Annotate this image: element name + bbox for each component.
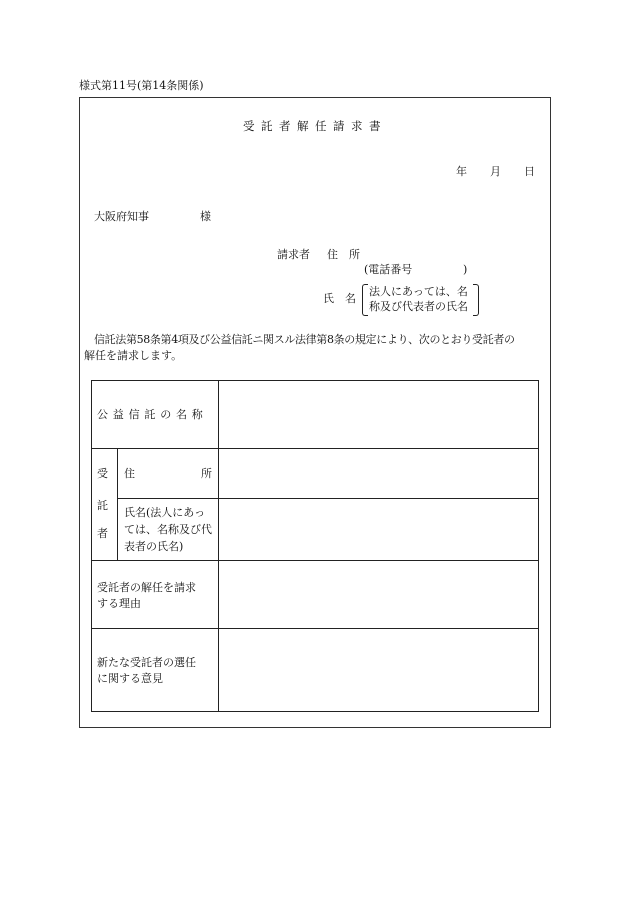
trustee-address-label-left: 住 (124, 467, 135, 480)
table-border-right (538, 380, 539, 712)
trustee-address-field[interactable] (219, 449, 538, 498)
trustee-name-label-line3: 表者の氏名) (124, 540, 184, 553)
trustee-address-label-right: 所 (201, 467, 212, 480)
body-text-line1: 信託法第58条第4項及び公益信託ニ関スル法律第8条の規定により、次のとおり受託者の (94, 333, 515, 346)
name-note-bracket-left (362, 284, 368, 316)
form-number: 様式第11号(第14条関係) (79, 79, 204, 92)
requester-name-label: 氏名 (323, 292, 367, 305)
date-year-label: 年 (456, 165, 467, 178)
table-border-bottom (91, 711, 539, 712)
document-title: 受託者解任請求書 (243, 119, 387, 133)
date-day-label: 日 (524, 165, 535, 178)
trustee-label-char: 者 (97, 527, 108, 540)
phone-number-close: ) (463, 263, 468, 276)
name-note-bracket-right (473, 284, 479, 316)
trustee-name-field[interactable] (219, 499, 538, 560)
addressee-name: 大阪府知事 (94, 210, 149, 223)
new-trustee-opinion-field[interactable] (219, 629, 538, 711)
trustee-label-divider (117, 448, 118, 560)
trustee-name-label-line1: 氏名(法人にあっ (124, 506, 206, 519)
name-note-line1: 法人にあっては、名 (369, 285, 468, 298)
trustee-label-char: 託 (97, 499, 108, 512)
body-text-line2: 解任を請求します。 (84, 349, 183, 362)
name-note-line2: 称及び代表者の氏名 (369, 300, 468, 313)
date-month-label: 月 (490, 165, 501, 178)
trustee-name-label-line2: ては、名称及び代 (124, 523, 212, 536)
requester-address-label: 住所 (327, 248, 371, 261)
table-border-left (91, 380, 92, 712)
trust-name-label: 公益信託の名称 (97, 408, 208, 421)
new-trustee-opinion-label-line2: に関する意見 (97, 672, 163, 685)
dismissal-reason-field[interactable] (219, 561, 538, 628)
dismissal-reason-label-line2: する理由 (97, 597, 141, 610)
new-trustee-opinion-label-line1: 新たな受託者の選任 (97, 656, 196, 669)
requester-label: 請求者 (277, 248, 310, 261)
trustee-label-char: 受 (97, 467, 108, 480)
phone-number-label: (電話番号 (364, 263, 413, 276)
dismissal-reason-label-line1: 受託者の解任を請求 (97, 581, 196, 594)
trust-name-field[interactable] (219, 381, 538, 448)
addressee-suffix: 様 (200, 210, 211, 223)
